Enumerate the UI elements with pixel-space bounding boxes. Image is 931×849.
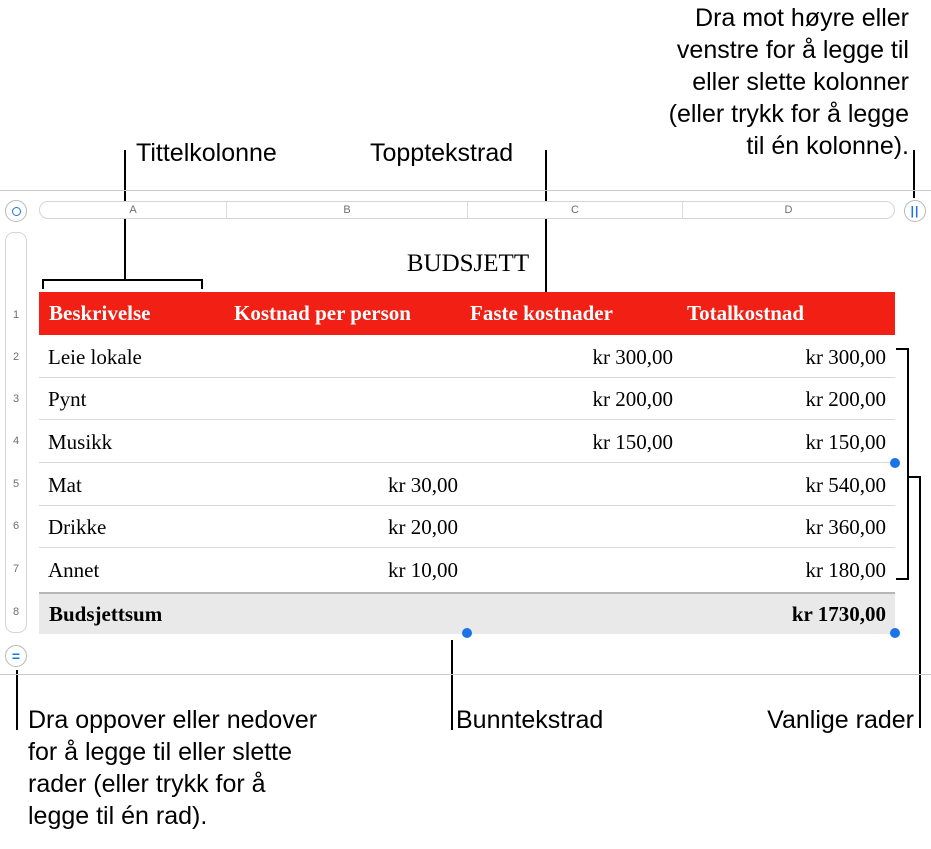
- row-number[interactable]: 3: [12, 393, 20, 405]
- table-cell[interactable]: kr 20,00: [388, 515, 458, 539]
- header-cell[interactable]: Faste kostnader: [470, 301, 613, 325]
- header-rows-handle-dot[interactable]: [890, 458, 900, 468]
- footer-cell[interactable]: kr 1730,00: [791, 602, 886, 626]
- table-row[interactable]: [39, 378, 895, 420]
- body-rows-callout: Vanlige rader: [767, 706, 914, 734]
- table-cell[interactable]: Mat: [48, 473, 82, 497]
- row-number[interactable]: 2: [12, 351, 20, 363]
- table-cell[interactable]: Drikke: [48, 515, 107, 539]
- row-reference-bar[interactable]: [5, 232, 27, 633]
- table-select-handle[interactable]: [5, 200, 27, 222]
- title-column-bracket-right: [201, 279, 203, 289]
- canvas-bottom-border: [0, 674, 931, 675]
- table-cell[interactable]: Annet: [48, 558, 100, 582]
- row-number[interactable]: 7: [12, 563, 20, 575]
- footer-cell[interactable]: Budsjettsum: [49, 602, 163, 626]
- table-cell[interactable]: kr 200,00: [592, 387, 673, 411]
- title-column-bracket-left: [42, 279, 44, 289]
- header-cell[interactable]: Beskrivelse: [49, 301, 151, 325]
- column-resize-handle[interactable]: [904, 200, 926, 222]
- table-row[interactable]: [39, 464, 895, 506]
- row-number[interactable]: 5: [12, 478, 20, 490]
- header-row-callout: Topptekstrad: [370, 139, 514, 167]
- body-rows-bracket: [907, 348, 909, 580]
- table-row[interactable]: [39, 549, 895, 591]
- table-row[interactable]: [39, 421, 895, 463]
- body-rows-bracket-bottom: [896, 578, 909, 580]
- table-cell[interactable]: kr 540,00: [805, 473, 886, 497]
- title-column-callout: Tittelkolonne: [136, 139, 277, 167]
- header-cell[interactable]: Kostnad per person: [234, 301, 411, 325]
- equals-icon: =: [11, 648, 21, 664]
- circle-icon: [12, 207, 21, 216]
- row-resize-handle[interactable]: [5, 645, 27, 667]
- column-letter-a[interactable]: A: [129, 204, 137, 216]
- body-rows-leader-stub: [909, 476, 920, 478]
- row-number[interactable]: 4: [12, 435, 20, 447]
- row-number[interactable]: 6: [12, 520, 20, 532]
- row-divider: [39, 419, 895, 420]
- rows-hint-leader: [16, 670, 18, 730]
- table-row[interactable]: [39, 506, 895, 548]
- table-cell[interactable]: Leie lokale: [48, 345, 142, 369]
- table-cell[interactable]: kr 30,00: [388, 473, 458, 497]
- canvas-top-border: [0, 190, 931, 191]
- column-reference-bar[interactable]: [39, 201, 895, 219]
- column-letter-c[interactable]: C: [571, 204, 579, 216]
- columns-hint-callout: Dra mot høyre eller venstre for å legge til eller slette kolonner (eller trykk for å legge til én kolonne).: [668, 4, 909, 160]
- table-cell[interactable]: kr 10,00: [388, 558, 458, 582]
- table-header-row[interactable]: [39, 292, 895, 335]
- table-cell[interactable]: kr 150,00: [592, 430, 673, 454]
- table-cell[interactable]: Pynt: [48, 387, 87, 411]
- table-cell[interactable]: kr 180,00: [805, 558, 886, 582]
- body-rows-bracket-top: [896, 348, 909, 350]
- row-number[interactable]: 1: [12, 309, 20, 321]
- table-row[interactable]: [39, 336, 895, 378]
- footer-row-callout: Bunntekstrad: [456, 706, 604, 734]
- table-cell[interactable]: kr 200,00: [805, 387, 886, 411]
- table-cell[interactable]: Musikk: [48, 430, 113, 454]
- pause-icon: ||: [910, 204, 920, 218]
- table-cell[interactable]: kr 150,00: [805, 430, 886, 454]
- column-letter-b[interactable]: B: [343, 204, 351, 216]
- row-number[interactable]: 8: [12, 606, 20, 618]
- row-divider: [39, 547, 895, 548]
- footer-rows-handle-dot[interactable]: [462, 628, 472, 638]
- table-cell[interactable]: kr 300,00: [592, 345, 673, 369]
- table-cell[interactable]: kr 300,00: [805, 345, 886, 369]
- table-resize-handle-dot[interactable]: [890, 628, 900, 638]
- table-cell[interactable]: kr 360,00: [805, 515, 886, 539]
- body-rows-leader: [919, 476, 921, 728]
- title-column-bracket: [42, 279, 203, 281]
- column-letter-d[interactable]: D: [784, 204, 793, 216]
- header-cell[interactable]: Totalkostnad: [687, 301, 805, 325]
- row-divider: [39, 462, 895, 463]
- footer-row-leader: [451, 640, 453, 730]
- table-title[interactable]: BUDSJETT: [406, 250, 530, 277]
- rows-hint-callout: Dra oppover eller nedover for å legge til eller slette rader (eller trykk for å legge til én rad).: [28, 706, 318, 830]
